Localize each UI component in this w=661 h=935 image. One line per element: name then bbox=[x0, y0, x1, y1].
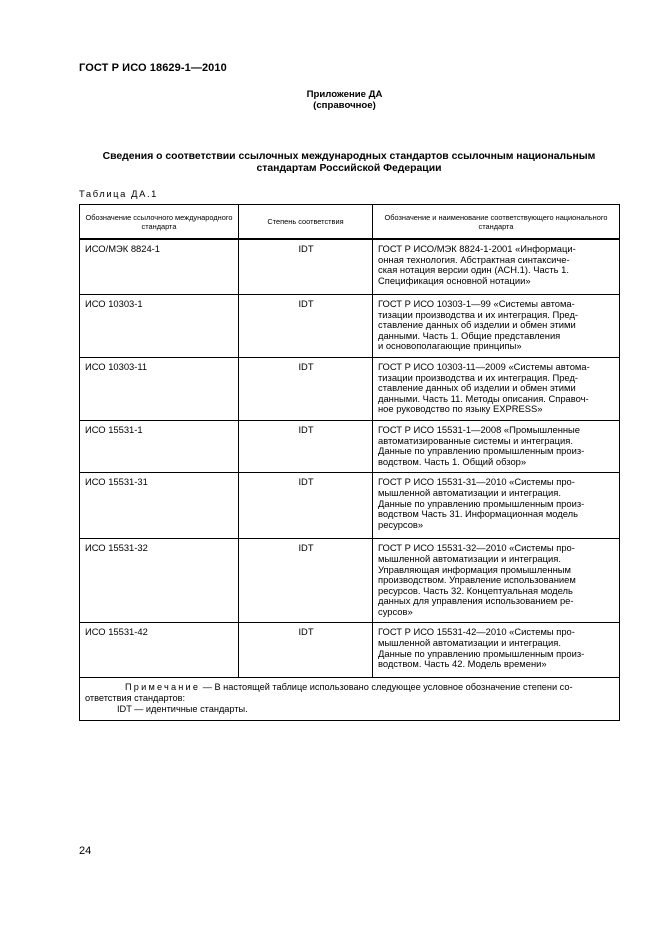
national-standard-line: мышленной автоматизации и интеграция. bbox=[378, 637, 561, 649]
national-standard-line: данных для управления использованием ре- bbox=[378, 595, 574, 607]
degree-cell: IDT bbox=[239, 420, 373, 472]
national-standard-line: ное руководство по языку EXPRESS» bbox=[378, 403, 543, 415]
national-standard-line: водством. Часть 42. Модель времени» bbox=[378, 658, 547, 670]
degree-cell: IDT bbox=[239, 623, 373, 678]
annex-type: (справочное) bbox=[313, 100, 376, 111]
national-standard-line: ГОСТ Р ИСО 10303-11—2009 «Системы автома- bbox=[378, 360, 590, 372]
column-header-international: Обозначение ссылочного международного стандарта bbox=[80, 205, 239, 240]
note-line-1 bbox=[85, 682, 615, 693]
table-header-row bbox=[80, 205, 620, 240]
table-row bbox=[80, 623, 620, 678]
national-standard-line: ГОСТ Р ИСО 15531-42—2010 «Системы про- bbox=[378, 626, 575, 638]
national-standard-line: ГОСТ Р ИСО 15531-31—2010 «Системы про- bbox=[378, 476, 575, 488]
annex-block bbox=[0, 89, 661, 111]
column-header-national: Обозначение и наименование соответствующего национального стандарта bbox=[373, 205, 620, 240]
table-row bbox=[80, 295, 620, 358]
national-standard-line: ресурсов. Часть 32. Концептуальная модель bbox=[378, 584, 573, 596]
national-standard-cell bbox=[373, 473, 620, 539]
national-standard-line: водством. Часть 1. Общий обзор» bbox=[378, 455, 527, 467]
table-caption: Таблица ДА.1 bbox=[79, 188, 158, 199]
national-standard-cell bbox=[373, 295, 620, 358]
degree-cell: IDT bbox=[239, 239, 373, 295]
national-standard-line: данными. Часть 1. Общие представления bbox=[378, 329, 561, 341]
table-note bbox=[80, 678, 620, 721]
column-header-degree: Степень соответствия bbox=[239, 205, 373, 240]
international-standard-cell: ИСО 15531-31 bbox=[80, 473, 239, 539]
table-note-row bbox=[80, 678, 620, 721]
international-standard-cell: ИСО/МЭК 8824-1 bbox=[80, 239, 239, 295]
national-standard-cell bbox=[373, 239, 620, 295]
annex-title: Приложение ДА bbox=[306, 89, 383, 100]
national-standard-line: Управляющая информация промышленным bbox=[378, 563, 571, 575]
degree-cell: IDT bbox=[239, 539, 373, 623]
note-line-2: ответствия стандартов: bbox=[85, 693, 186, 704]
national-standard-cell bbox=[373, 539, 620, 623]
national-standard-line: ская нотация версии один (АСН.1). Часть 1. bbox=[378, 264, 569, 276]
international-standard-cell: ИСО 15531-42 bbox=[80, 623, 239, 678]
section-heading-line-2: стандартам Российской Федерации bbox=[256, 163, 442, 174]
note-label: Примечание bbox=[125, 682, 201, 693]
degree-cell: IDT bbox=[239, 473, 373, 539]
national-standard-line: ГОСТ Р ИСО 15531-32—2010 «Системы про- bbox=[378, 542, 575, 554]
national-standard-line: сурсов» bbox=[378, 605, 413, 617]
national-standard-line: ГОСТ Р ИСО/МЭК 8824-1-2001 «Информаци- bbox=[378, 243, 576, 254]
correspondence-table bbox=[79, 204, 620, 721]
national-standard-cell bbox=[373, 357, 620, 420]
table-row bbox=[80, 473, 620, 539]
note-text: — В настоящей таблице использовано следующее условное обозначение степени со- bbox=[202, 682, 573, 693]
international-standard-cell: ИСО 10303-11 bbox=[80, 357, 239, 420]
international-standard-cell: ИСО 15531-32 bbox=[80, 539, 239, 623]
national-standard-line: производством. Управление использованием bbox=[378, 574, 576, 586]
national-standard-line: онная технология. Абстрактная синтаксиче- bbox=[378, 253, 570, 265]
table-row bbox=[80, 539, 620, 623]
national-standard-line: ГОСТ Р ИСО 15531-1—2008 «Промышленные bbox=[378, 423, 581, 435]
national-standard-cell bbox=[373, 623, 620, 678]
national-standard-line: ресурсов» bbox=[378, 518, 424, 530]
national-standard-line: Данные по управлению промышленным произ- bbox=[378, 647, 585, 659]
table-row bbox=[80, 239, 620, 295]
national-standard-line: ставление данных об изделии и обмен этими bbox=[378, 319, 576, 331]
international-standard-cell: ИСО 15531-1 bbox=[80, 420, 239, 472]
national-standard-line: автоматизированные системы и интеграция. bbox=[378, 434, 573, 446]
national-standard-line: Спецификация основной нотации» bbox=[378, 274, 531, 286]
table-row bbox=[80, 357, 620, 420]
national-standard-cell bbox=[373, 420, 620, 472]
national-standard-line: тизации производства и их интеграция. Пред- bbox=[378, 371, 579, 383]
international-standard-cell: ИСО 10303-1 bbox=[80, 295, 239, 358]
national-standard-line: тизации производства и их интеграция. Пред- bbox=[378, 308, 579, 320]
national-standard-line: Данные по управлению промышленным произ- bbox=[378, 497, 585, 509]
degree-cell: IDT bbox=[239, 357, 373, 420]
national-standard-line: мышленной автоматизации и интеграция. bbox=[378, 552, 561, 564]
section-heading-line-1: Сведения о соответствии ссылочных международных стандартов ссылочным национальным bbox=[102, 151, 596, 162]
national-standard-line: Данные по управлению промышленным произ- bbox=[378, 445, 585, 457]
national-standard-line: водством Часть 31. Информационная модель bbox=[378, 508, 579, 520]
national-standard-line: мышленной автоматизации и интеграция. bbox=[378, 486, 561, 498]
national-standard-line: и основополагающие принципы» bbox=[378, 340, 522, 352]
section-heading bbox=[79, 151, 619, 175]
national-standard-line: данными. Часть 11. Методы описания. Справоч- bbox=[378, 392, 589, 404]
page-number: 24 bbox=[79, 845, 92, 857]
note-line-3: IDT — идентичные стандарты. bbox=[117, 704, 248, 715]
national-standard-line: ГОСТ Р ИСО 10303-1—99 «Системы автома- bbox=[378, 298, 575, 309]
national-standard-line: ставление данных об изделии и обмен этими bbox=[378, 382, 576, 394]
table-row bbox=[80, 420, 620, 472]
document-header: ГОСТ Р ИСО 18629-1—2010 bbox=[79, 62, 227, 74]
degree-cell: IDT bbox=[239, 295, 373, 358]
